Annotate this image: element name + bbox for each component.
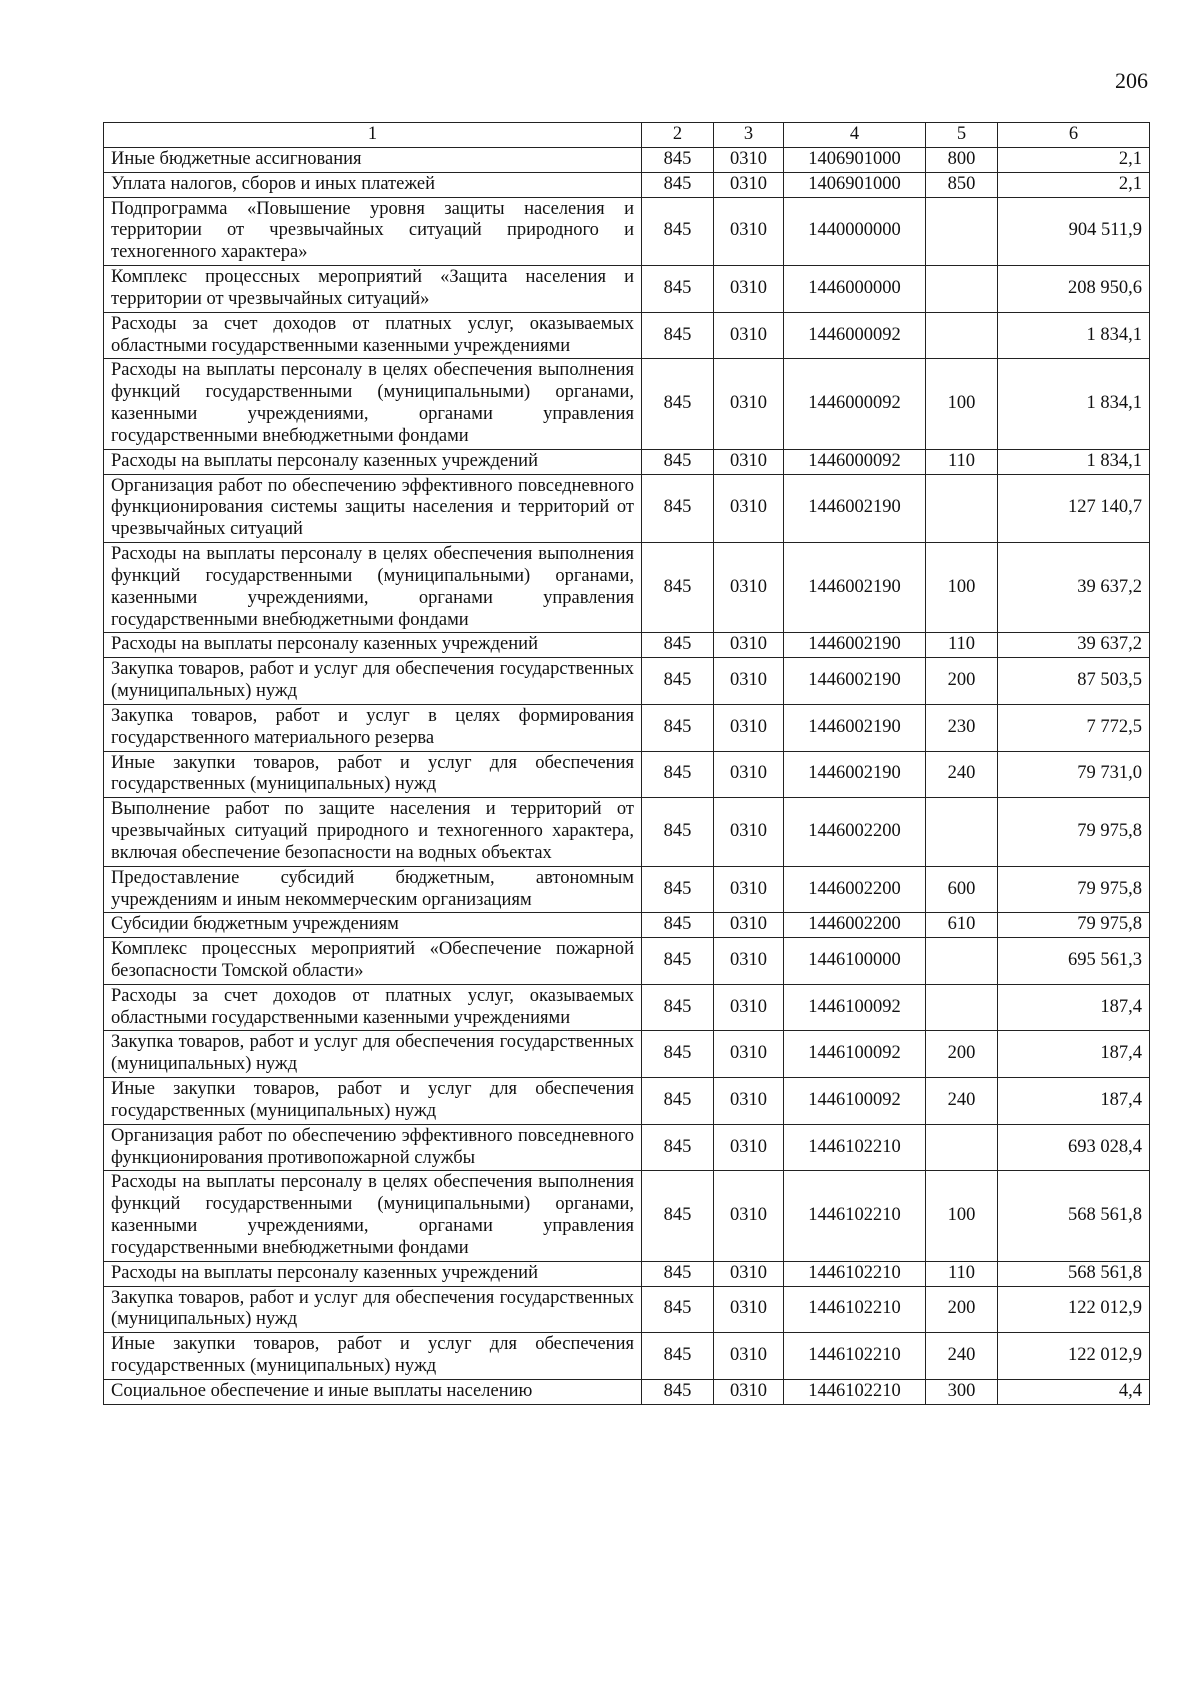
row-section-cell: 0310: [714, 704, 784, 751]
row-amount-cell: 122 012,9: [998, 1333, 1150, 1380]
row-section-cell: 0310: [714, 359, 784, 449]
row-section-cell: 0310: [714, 658, 784, 705]
row-type-cell: 600: [926, 866, 998, 913]
row-grbs-cell: 845: [642, 172, 714, 197]
table-row: [104, 633, 1150, 658]
column-header: 3: [714, 123, 784, 148]
row-target-cell: 1446002190: [784, 704, 926, 751]
row-section-cell: 0310: [714, 1171, 784, 1261]
row-type-cell: [926, 938, 998, 985]
row-type-cell: 240: [926, 1333, 998, 1380]
row-target-cell: 1446102210: [784, 1379, 926, 1404]
row-amount-cell: 7 772,5: [998, 704, 1150, 751]
row-section-cell: 0310: [714, 866, 784, 913]
row-section-cell: 0310: [714, 172, 784, 197]
table-row: [104, 543, 1150, 633]
row-grbs-cell: 845: [642, 704, 714, 751]
row-name-cell: Иные закупки товаров, работ и услуг для обеспечения государственных (муниципальных) нужд: [104, 751, 642, 798]
row-section-cell: 0310: [714, 751, 784, 798]
row-target-cell: 1446002200: [784, 866, 926, 913]
row-grbs-cell: 845: [642, 148, 714, 173]
row-section-cell: 0310: [714, 1333, 784, 1380]
table-row: [104, 474, 1150, 542]
table-header-row: [104, 123, 1150, 148]
row-name-cell: Закупка товаров, работ и услуг для обеспечения государственных (муниципальных) нужд: [104, 1286, 642, 1333]
row-amount-cell: 1 834,1: [998, 359, 1150, 449]
row-name-cell: Иные закупки товаров, работ и услуг для обеспечения государственных (муниципальных) нужд: [104, 1078, 642, 1125]
table-row: [104, 449, 1150, 474]
row-amount-cell: 79 975,8: [998, 866, 1150, 913]
row-grbs-cell: 845: [642, 312, 714, 359]
row-grbs-cell: 845: [642, 938, 714, 985]
row-type-cell: [926, 798, 998, 866]
row-type-cell: [926, 312, 998, 359]
row-grbs-cell: 845: [642, 658, 714, 705]
table-row: [104, 1124, 1150, 1171]
row-type-cell: 110: [926, 1261, 998, 1286]
row-amount-cell: 1 834,1: [998, 312, 1150, 359]
row-type-cell: [926, 1124, 998, 1171]
row-section-cell: 0310: [714, 1078, 784, 1125]
row-amount-cell: 79 731,0: [998, 751, 1150, 798]
row-amount-cell: 39 637,2: [998, 543, 1150, 633]
row-name-cell: Закупка товаров, работ и услуг в целях формирования государственного материального резерва: [104, 704, 642, 751]
row-amount-cell: 79 975,8: [998, 913, 1150, 938]
row-target-cell: 1446002190: [784, 751, 926, 798]
row-section-cell: 0310: [714, 984, 784, 1031]
row-section-cell: 0310: [714, 197, 784, 265]
row-grbs-cell: 845: [642, 266, 714, 313]
row-amount-cell: 2,1: [998, 148, 1150, 173]
row-target-cell: 1446102210: [784, 1171, 926, 1261]
row-name-cell: Расходы на выплаты персоналу казенных учреждений: [104, 449, 642, 474]
row-type-cell: 200: [926, 658, 998, 705]
row-amount-cell: 568 561,8: [998, 1261, 1150, 1286]
row-type-cell: 610: [926, 913, 998, 938]
table-row: [104, 266, 1150, 313]
row-grbs-cell: 845: [642, 1333, 714, 1380]
row-grbs-cell: 845: [642, 633, 714, 658]
row-target-cell: 1406901000: [784, 172, 926, 197]
row-name-cell: Комплекс процессных мероприятий «Защита населения и территории от чрезвычайных ситуаций»: [104, 266, 642, 313]
row-grbs-cell: 845: [642, 1171, 714, 1261]
row-amount-cell: 79 975,8: [998, 798, 1150, 866]
row-target-cell: 1446100000: [784, 938, 926, 985]
row-amount-cell: 1 834,1: [998, 449, 1150, 474]
row-amount-cell: 39 637,2: [998, 633, 1150, 658]
row-target-cell: 1446002190: [784, 633, 926, 658]
column-header: 6: [998, 123, 1150, 148]
row-type-cell: 110: [926, 633, 998, 658]
row-type-cell: [926, 984, 998, 1031]
table-row: [104, 1171, 1150, 1261]
table-row: [104, 1333, 1150, 1380]
row-amount-cell: 127 140,7: [998, 474, 1150, 542]
row-type-cell: 800: [926, 148, 998, 173]
row-name-cell: Предоставление субсидий бюджетным, автономным учреждениям и иным некоммерческим организациям: [104, 866, 642, 913]
row-grbs-cell: 845: [642, 1261, 714, 1286]
row-section-cell: 0310: [714, 449, 784, 474]
row-section-cell: 0310: [714, 474, 784, 542]
row-grbs-cell: 845: [642, 359, 714, 449]
row-name-cell: Расходы на выплаты персоналу казенных учреждений: [104, 1261, 642, 1286]
row-name-cell: Расходы на выплаты персоналу в целях обеспечения выполнения функций государственными (муниципальными) органами, казенными учреждениями, органами управления государственными внебюджетными фондами: [104, 359, 642, 449]
row-section-cell: 0310: [714, 1261, 784, 1286]
row-target-cell: 1446002200: [784, 913, 926, 938]
row-name-cell: Иные закупки товаров, работ и услуг для обеспечения государственных (муниципальных) нужд: [104, 1333, 642, 1380]
row-type-cell: 300: [926, 1379, 998, 1404]
row-name-cell: Иные бюджетные ассигнования: [104, 148, 642, 173]
row-section-cell: 0310: [714, 798, 784, 866]
row-grbs-cell: 845: [642, 197, 714, 265]
row-amount-cell: 904 511,9: [998, 197, 1150, 265]
table-row: [104, 1078, 1150, 1125]
row-amount-cell: 187,4: [998, 984, 1150, 1031]
row-section-cell: 0310: [714, 938, 784, 985]
row-grbs-cell: 845: [642, 984, 714, 1031]
row-target-cell: 1446000092: [784, 312, 926, 359]
row-name-cell: Организация работ по обеспечению эффективного повседневного функционирования противопожарной службы: [104, 1124, 642, 1171]
column-header: 2: [642, 123, 714, 148]
row-target-cell: 1446100092: [784, 1031, 926, 1078]
row-section-cell: 0310: [714, 543, 784, 633]
row-name-cell: Выполнение работ по защите населения и территорий от чрезвычайных ситуаций природного и техногенного характера, включая обеспечение безопасности на водных объектах: [104, 798, 642, 866]
row-name-cell: Закупка товаров, работ и услуг для обеспечения государственных (муниципальных) нужд: [104, 658, 642, 705]
table-row: [104, 938, 1150, 985]
row-name-cell: Расходы за счет доходов от платных услуг, оказываемых областными государственными казенными учреждениями: [104, 312, 642, 359]
row-section-cell: 0310: [714, 1031, 784, 1078]
row-section-cell: 0310: [714, 148, 784, 173]
row-grbs-cell: 845: [642, 449, 714, 474]
row-type-cell: 850: [926, 172, 998, 197]
row-type-cell: 240: [926, 1078, 998, 1125]
table-row: [104, 866, 1150, 913]
row-section-cell: 0310: [714, 312, 784, 359]
row-amount-cell: 4,4: [998, 1379, 1150, 1404]
row-name-cell: Подпрограмма «Повышение уровня защиты населения и территории от чрезвычайных ситуаций природного и техногенного характера»: [104, 197, 642, 265]
row-grbs-cell: 845: [642, 1124, 714, 1171]
row-type-cell: 200: [926, 1286, 998, 1333]
table-row: [104, 312, 1150, 359]
table-row: [104, 751, 1150, 798]
row-grbs-cell: 845: [642, 751, 714, 798]
row-section-cell: 0310: [714, 1286, 784, 1333]
row-section-cell: 0310: [714, 913, 784, 938]
row-type-cell: 100: [926, 359, 998, 449]
table-row: [104, 359, 1150, 449]
row-name-cell: Организация работ по обеспечению эффективного повседневного функционирования системы защиты населения и территорий от чрезвычайных ситуаций: [104, 474, 642, 542]
row-type-cell: [926, 197, 998, 265]
row-name-cell: Расходы за счет доходов от платных услуг, оказываемых областными государственными казенными учреждениями: [104, 984, 642, 1031]
row-section-cell: 0310: [714, 1379, 784, 1404]
column-header: 5: [926, 123, 998, 148]
row-target-cell: 1440000000: [784, 197, 926, 265]
row-target-cell: 1446000092: [784, 359, 926, 449]
budget-table: [103, 122, 1150, 1405]
row-grbs-cell: 845: [642, 1286, 714, 1333]
row-type-cell: 230: [926, 704, 998, 751]
table-row: [104, 1379, 1150, 1404]
row-name-cell: Закупка товаров, работ и услуг для обеспечения государственных (муниципальных) нужд: [104, 1031, 642, 1078]
row-type-cell: 100: [926, 1171, 998, 1261]
row-amount-cell: 693 028,4: [998, 1124, 1150, 1171]
row-target-cell: 1446100092: [784, 984, 926, 1031]
table-row: [104, 1261, 1150, 1286]
table-row: [104, 704, 1150, 751]
table-row: [104, 913, 1150, 938]
row-amount-cell: 187,4: [998, 1031, 1150, 1078]
row-grbs-cell: 845: [642, 474, 714, 542]
column-header: 1: [104, 123, 642, 148]
row-grbs-cell: 845: [642, 866, 714, 913]
row-type-cell: [926, 266, 998, 313]
row-amount-cell: 695 561,3: [998, 938, 1150, 985]
row-target-cell: 1446100092: [784, 1078, 926, 1125]
row-type-cell: 100: [926, 543, 998, 633]
row-amount-cell: 187,4: [998, 1078, 1150, 1125]
row-target-cell: 1446102210: [784, 1333, 926, 1380]
row-type-cell: 240: [926, 751, 998, 798]
table-row: [104, 197, 1150, 265]
row-section-cell: 0310: [714, 266, 784, 313]
row-section-cell: 0310: [714, 1124, 784, 1171]
row-grbs-cell: 845: [642, 1078, 714, 1125]
table-row: [104, 1031, 1150, 1078]
row-type-cell: [926, 474, 998, 542]
row-name-cell: Социальное обеспечение и иные выплаты населению: [104, 1379, 642, 1404]
row-target-cell: 1446102210: [784, 1124, 926, 1171]
row-type-cell: 110: [926, 449, 998, 474]
table-row: [104, 658, 1150, 705]
row-grbs-cell: 845: [642, 1031, 714, 1078]
row-amount-cell: 122 012,9: [998, 1286, 1150, 1333]
row-name-cell: Расходы на выплаты персоналу в целях обеспечения выполнения функций государственными (муниципальными) органами, казенными учреждениями, органами управления государственными внебюджетными фондами: [104, 543, 642, 633]
row-amount-cell: 2,1: [998, 172, 1150, 197]
row-grbs-cell: 845: [642, 543, 714, 633]
table-row: [104, 798, 1150, 866]
row-target-cell: 1446002190: [784, 543, 926, 633]
row-grbs-cell: 845: [642, 913, 714, 938]
row-name-cell: Комплекс процессных мероприятий «Обеспечение пожарной безопасности Томской области»: [104, 938, 642, 985]
table-row: [104, 1286, 1150, 1333]
column-header: 4: [784, 123, 926, 148]
row-grbs-cell: 845: [642, 1379, 714, 1404]
table-row: [104, 172, 1150, 197]
row-target-cell: 1446002190: [784, 658, 926, 705]
row-type-cell: 200: [926, 1031, 998, 1078]
table-row: [104, 984, 1150, 1031]
row-target-cell: 1406901000: [784, 148, 926, 173]
row-amount-cell: 208 950,6: [998, 266, 1150, 313]
row-grbs-cell: 845: [642, 798, 714, 866]
page-number: 206: [1115, 68, 1148, 93]
row-target-cell: 1446102210: [784, 1286, 926, 1333]
row-target-cell: 1446102210: [784, 1261, 926, 1286]
row-target-cell: 1446002200: [784, 798, 926, 866]
row-amount-cell: 568 561,8: [998, 1171, 1150, 1261]
row-amount-cell: 87 503,5: [998, 658, 1150, 705]
table-row: [104, 148, 1150, 173]
row-section-cell: 0310: [714, 633, 784, 658]
row-name-cell: Уплата налогов, сборов и иных платежей: [104, 172, 642, 197]
row-name-cell: Субсидии бюджетным учреждениям: [104, 913, 642, 938]
row-name-cell: Расходы на выплаты персоналу в целях обеспечения выполнения функций государственными (муниципальными) органами, казенными учреждениями, органами управления государственными внебюджетными фондами: [104, 1171, 642, 1261]
row-target-cell: 1446000000: [784, 266, 926, 313]
row-target-cell: 1446000092: [784, 449, 926, 474]
row-target-cell: 1446002190: [784, 474, 926, 542]
row-name-cell: Расходы на выплаты персоналу казенных учреждений: [104, 633, 642, 658]
